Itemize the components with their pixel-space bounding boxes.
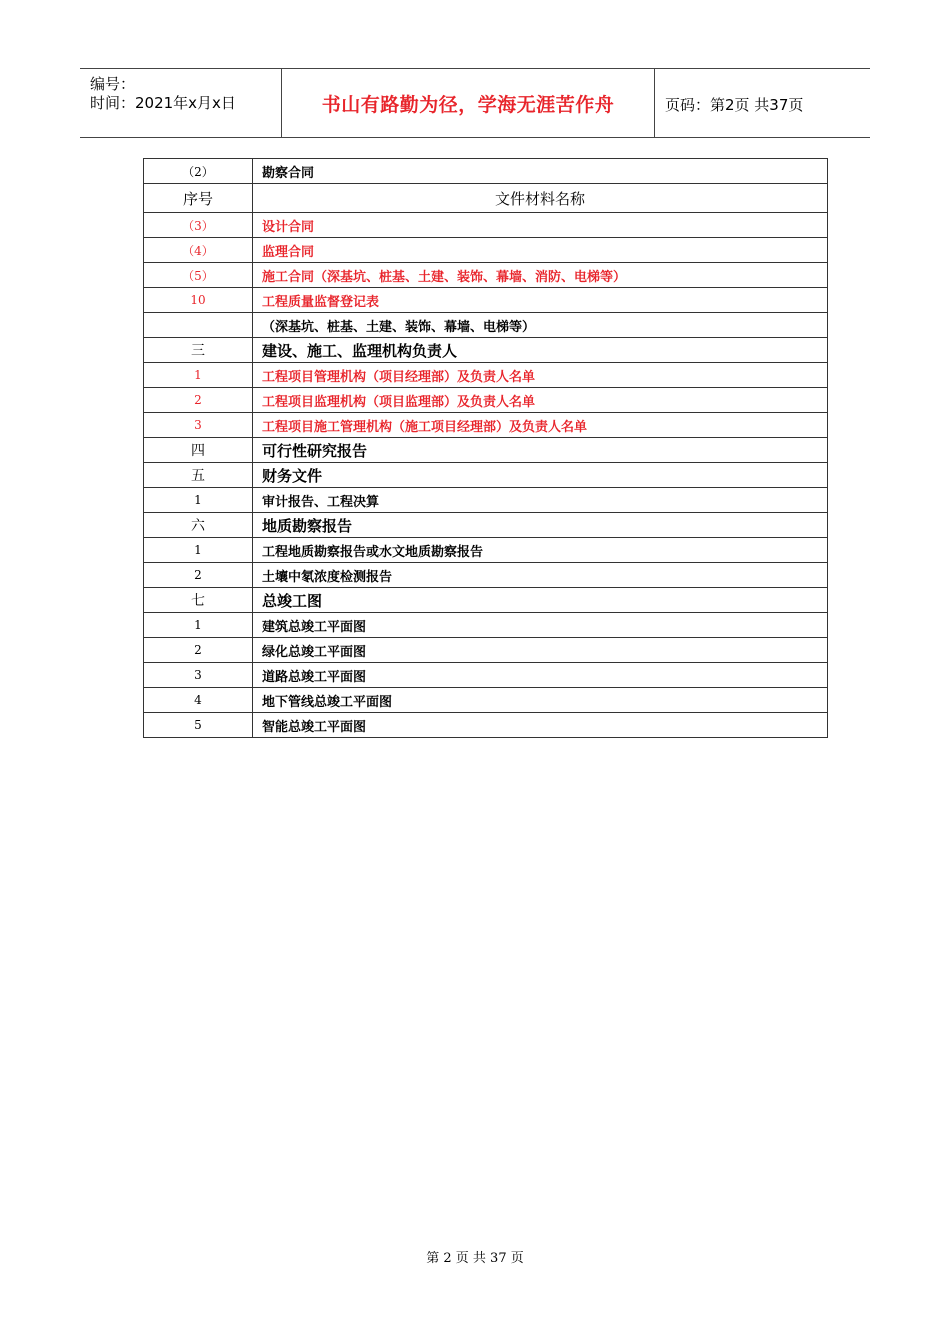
row-number: 五 [144,463,253,488]
row-number: （2） [144,159,253,184]
table-row [144,538,828,563]
table-row [144,438,828,463]
row-number: 3 [144,663,253,688]
row-number: 2 [144,563,253,588]
row-number: 七 [144,588,253,613]
row-number: 10 [144,288,253,313]
table-row [144,288,828,313]
table-row [144,413,828,438]
row-title: 可行性研究报告 [253,438,828,463]
row-title: 工程地质勘察报告或水文地质勘察报告 [253,538,828,563]
table-row [144,638,828,663]
header-motto-cell [282,69,655,137]
row-number [144,313,253,338]
table-row [144,313,828,338]
row-title: 绿化总竣工平面图 [253,638,828,663]
page-footer: 第 2 页 共 37 页 [426,1251,524,1266]
table-row [144,513,828,538]
table-row [144,338,828,363]
row-title: 工程项目管理机构（项目经理部）及负责人名单 [253,363,828,388]
document-list-body [144,159,828,738]
header-meta-cell [80,69,282,137]
table-row [144,663,828,688]
row-number: 2 [144,388,253,413]
row-number: 三 [144,338,253,363]
document-list-table [143,158,828,738]
row-number: 序号 [144,184,253,213]
row-title: 工程质量监督登记表 [253,288,828,313]
row-title: 勘察合同 [253,159,828,184]
table-row [144,213,828,238]
row-title: 地下管线总竣工平面图 [253,688,828,713]
header-page-cell [655,69,870,137]
row-number: 1 [144,538,253,563]
table-row [144,363,828,388]
row-number: 四 [144,438,253,463]
table-row [144,563,828,588]
row-title: 审计报告、工程决算 [253,488,828,513]
row-number: （3） [144,213,253,238]
row-number: 六 [144,513,253,538]
row-number: 3 [144,413,253,438]
row-title: 地质勘察报告 [253,513,828,538]
row-title: 财务文件 [253,463,828,488]
row-title: 工程项目监理机构（项目监理部）及负责人名单 [253,388,828,413]
row-title: 设计合同 [253,213,828,238]
table-row [144,488,828,513]
header-motto: 书山有路勤为径，学海无涯苦作舟 [321,94,615,116]
row-title: 总竣工图 [253,588,828,613]
row-title: 施工合同（深基坑、桩基、土建、装饰、幕墙、消防、电梯等） [253,263,828,288]
document-number-label: 编号： [90,75,136,93]
table-row [144,184,828,213]
row-title: 建筑总竣工平面图 [253,613,828,638]
row-number: 1 [144,488,253,513]
row-number: 2 [144,638,253,663]
table-row [144,159,828,184]
row-title: 土壤中氡浓度检测报告 [253,563,828,588]
row-number: 1 [144,363,253,388]
row-number: 4 [144,688,253,713]
row-number: 1 [144,613,253,638]
header-page-info: 页码：第2页 共37页 [665,96,804,114]
row-number: （5） [144,263,253,288]
row-title: （深基坑、桩基、土建、装饰、幕墙、电梯等） [253,313,828,338]
row-title: 智能总竣工平面图 [253,713,828,738]
table-row [144,238,828,263]
table-row [144,588,828,613]
table-row [144,263,828,288]
row-title: 监理合同 [253,238,828,263]
table-row [144,463,828,488]
row-number: 5 [144,713,253,738]
table-row [144,688,828,713]
row-title: 道路总竣工平面图 [253,663,828,688]
document-time-label: 时间：2021年x月x日 [90,94,236,112]
row-title: 工程项目施工管理机构（施工项目经理部）及负责人名单 [253,413,828,438]
table-row [144,613,828,638]
table-row [144,713,828,738]
row-number: （4） [144,238,253,263]
row-title: 建设、施工、监理机构负责人 [253,338,828,363]
page-header [80,68,870,138]
row-title: 文件材料名称 [253,184,828,213]
table-row [144,388,828,413]
